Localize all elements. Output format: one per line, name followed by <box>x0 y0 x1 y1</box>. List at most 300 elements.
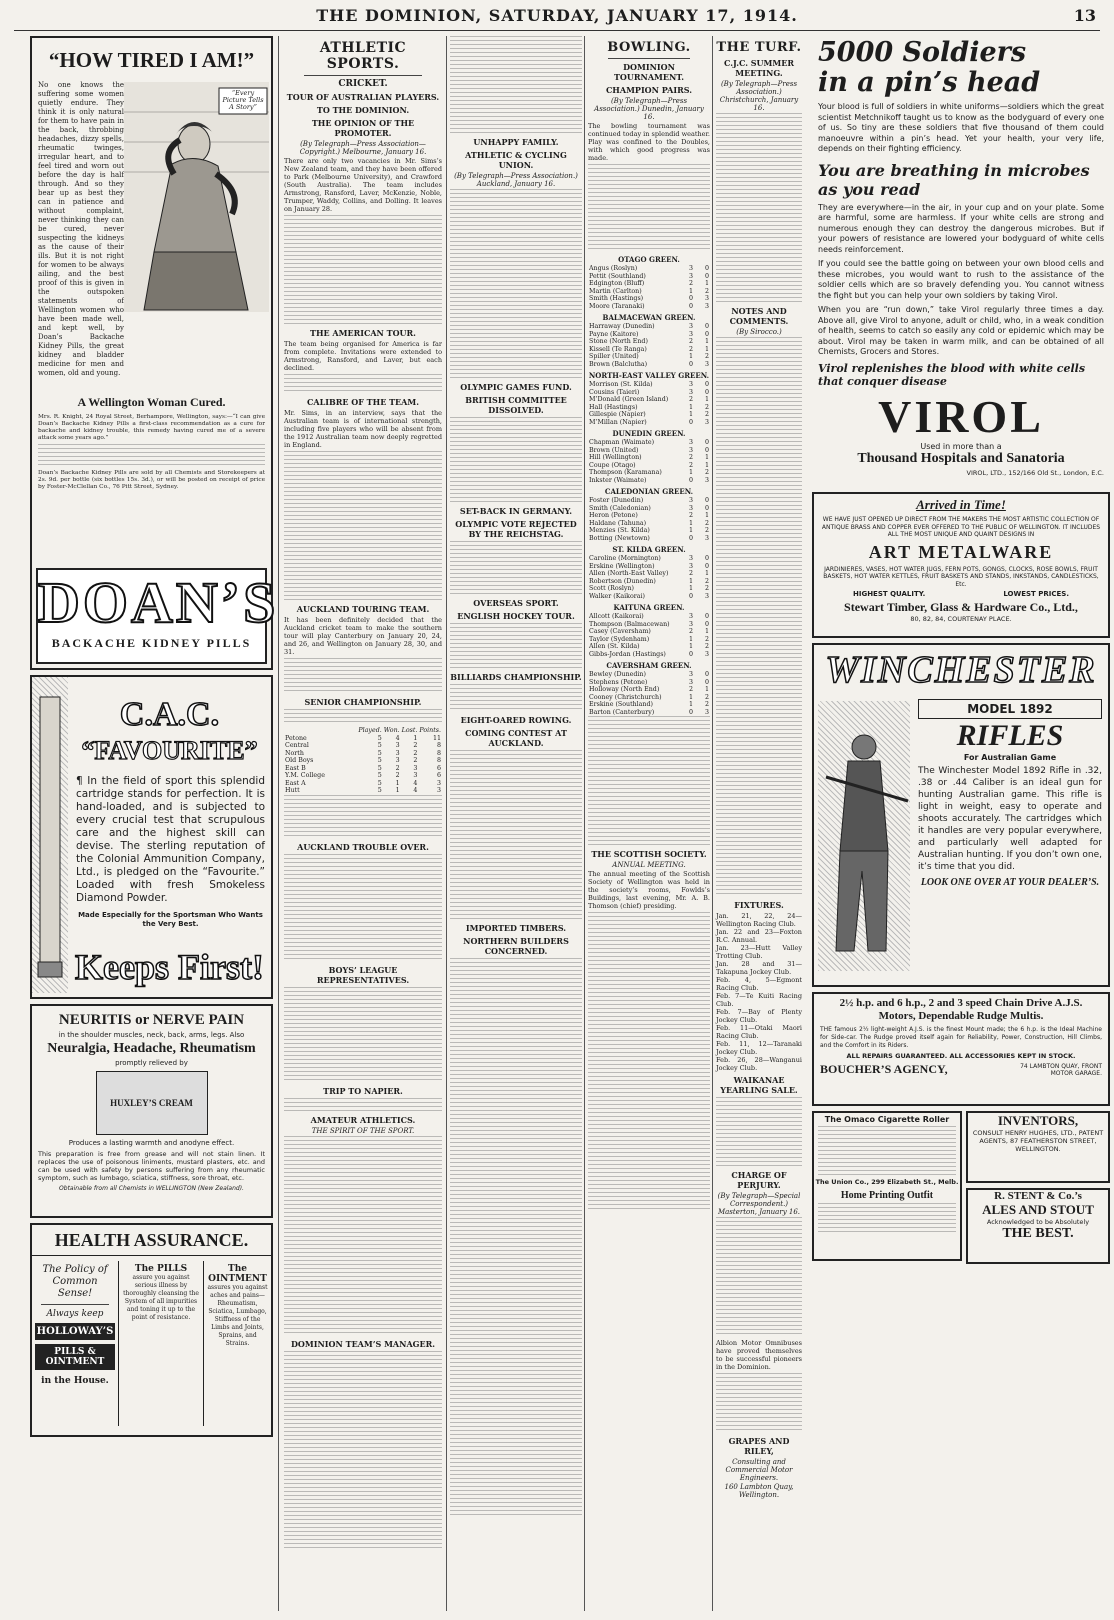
table-cell: 0 <box>704 388 709 396</box>
table-row <box>588 621 710 629</box>
article-paragraph: Mr. Sims, in an interview, says that the Australian team is of international strength, including five players who will be absent from the 1912 Australian team now deeply regretted in England. <box>284 409 442 449</box>
neuritis-small: Obtainable from all Chemists in WELLINGTON (New Zealand). <box>59 1185 244 1192</box>
table-cell: 2 <box>395 772 400 779</box>
table-cell: 0 <box>688 592 693 600</box>
table-row <box>588 593 710 601</box>
article-text-lines <box>284 1136 442 1336</box>
table-cell: 5 <box>377 734 382 742</box>
table-cell: 1 <box>704 280 709 287</box>
senior-championship-head: SENIOR CHAMPIONSHIP. <box>304 697 422 707</box>
table-cell: 2 <box>688 686 693 693</box>
fixtures-list <box>716 912 802 1072</box>
virol-headline-1: 5000 Soldiers <box>818 37 1027 68</box>
article-text-lines <box>450 623 582 669</box>
rudge-advertisement <box>812 992 1110 1106</box>
health-title: HEALTH ASSURANCE. <box>32 1230 271 1256</box>
rudge-body: THE famous 2½ light-weight A.J.S. is the finest Mount made; the 6 h.p. is the Ideal Machine for Side-car. The Rudge proved itself again for Reliability, Power, Construction, Hill Climbs, and the Comfort in its Riders. <box>820 1026 1102 1049</box>
health-policy: The Policy of Common Sense! <box>42 1264 108 1299</box>
table-cell: 1 <box>704 512 709 519</box>
article-text-lines <box>588 164 710 252</box>
stent-product: ALES AND STOUT <box>982 1202 1094 1217</box>
table-cell: 1 <box>688 469 693 476</box>
table-cell: Smith (Hastings) <box>589 295 644 302</box>
holloways-advertisement <box>30 1223 273 1437</box>
table-cell: 1 <box>704 338 709 345</box>
table-cell: Haldane (Tahuna) <box>589 519 647 527</box>
rudge-repairs: ALL REPAIRS GUARANTEED. ALL ACCESSORIES KEPT IN STOCK. <box>846 1052 1076 1060</box>
auckland-touring-head: AUCKLAND TOURING TEAM. <box>296 604 430 614</box>
byline: (By Telegraph—Press Association.) Dunedin, January 16. <box>594 97 704 121</box>
table-cell: 0 <box>704 678 709 686</box>
table-cell: 3 <box>413 764 418 772</box>
winchester-sub: For Australian Game <box>963 753 1057 762</box>
table-cell: 4 <box>395 734 400 742</box>
fixture-item: Feb. 11—Otaki Maori Racing Club. <box>716 1024 802 1040</box>
calibre-head: CALIBRE OF THE TEAM. <box>307 397 419 407</box>
table-header-cell: Points. <box>419 727 441 734</box>
table-cell: 1 <box>688 411 693 418</box>
grapes-address: 160 Lambton Quay, Wellington. <box>724 1483 794 1499</box>
table-cell: 0 <box>688 650 693 658</box>
table-cell: 2 <box>413 749 418 757</box>
cricket-head: CRICKET. <box>338 79 388 89</box>
table-cell: East A <box>285 779 306 787</box>
table-cell: Martin (Carlton) <box>589 287 642 295</box>
table-row <box>588 273 710 281</box>
table-cell: 3 <box>395 749 400 757</box>
table-row <box>588 331 710 339</box>
table-row <box>588 535 710 543</box>
waikanae-head: WAIKANAE YEARLING SALE. <box>720 1075 798 1095</box>
table-cell: 0 <box>704 620 709 628</box>
table-cell: 4 <box>413 787 418 794</box>
table-cell: 1 <box>704 396 709 403</box>
green-heading: NORTH-EAST VALLEY GREEN. <box>588 371 710 380</box>
winchester-advertisement <box>812 643 1110 987</box>
column-6-ads <box>812 36 1110 1611</box>
table-row <box>588 346 710 354</box>
column-divider <box>446 36 447 1611</box>
table-cell: 1 <box>688 353 693 360</box>
table-cell: Erskine (Southland) <box>589 701 653 708</box>
table-cell: 2 <box>704 411 709 418</box>
table-cell: 2 <box>688 461 693 469</box>
table-cell: 0 <box>688 708 693 716</box>
unhappy-family-head: UNHAPPY FAMILY. <box>473 137 559 147</box>
overseas-head: OVERSEAS SPORT. <box>473 598 559 608</box>
inventors-title: INVENTORS, <box>997 1113 1079 1128</box>
table-cell: 3 <box>704 534 709 542</box>
virol-address: VIROL, LTD., 152/166 Old St., London, E.C. <box>966 468 1104 477</box>
column-divider <box>712 36 713 1611</box>
table-cell: 3 <box>688 272 693 280</box>
fixture-item: Jan. 23—Hutt Valley Trotting Club. <box>716 944 802 960</box>
table-row <box>284 735 442 743</box>
table-cell: Caroline (Mornington) <box>589 555 661 562</box>
table-cell: 1 <box>688 701 693 708</box>
table-cell: Spiller (United) <box>589 353 639 360</box>
green-heading: CAVERSHAM GREEN. <box>606 661 692 670</box>
table-row <box>588 469 710 477</box>
spirit-head: THE SPIRIT OF THE SPORT. <box>311 1126 415 1135</box>
neuritis-product: HUXLEY’S CREAM <box>110 1098 193 1108</box>
table-cell: 2 <box>704 527 709 534</box>
table-cell: 2 <box>704 469 709 476</box>
omaco-title: The Omaco Cigarette Roller <box>824 1115 950 1124</box>
table-cell: Coupe (Otago) <box>589 461 636 469</box>
athletic-union-head: ATHLETIC & CYCLING UNION. <box>465 150 567 170</box>
stent-advertisement <box>966 1188 1110 1264</box>
table-cell: 3 <box>688 323 693 330</box>
article-text-lines <box>716 1217 802 1337</box>
article-paragraph: The bowling tournament was continued today in splendid weather. Play was confined to the Doubles, with which good progress was made. <box>588 122 710 162</box>
table-cell: Stone (North End) <box>589 338 648 345</box>
table-row <box>588 628 710 636</box>
article-text-lines <box>716 1097 802 1167</box>
health-pills-title: The PILLS <box>134 1264 188 1274</box>
article-text-lines <box>284 1351 442 1551</box>
table-cell: 3 <box>688 265 693 272</box>
boucher-address: 74 LAMBTON QUAY, FRONT MOTOR GARAGE. <box>1020 1062 1102 1077</box>
table-cell: Gibbs-Jordan (Hastings) <box>589 650 666 658</box>
ad-text-lines <box>818 1203 956 1233</box>
hunter-illustration <box>818 701 910 971</box>
table-cell: 3 <box>688 330 693 338</box>
green-results-table <box>588 671 710 716</box>
cjc-head: C.J.C. SUMMER MEETING. <box>724 58 794 78</box>
table-cell: 2 <box>688 570 693 577</box>
dominion-manager-head: DOMINION TEAM’S MANAGER. <box>290 1338 436 1349</box>
perjury-head: CHARGE OF PERJURY. <box>731 1170 787 1190</box>
table-cell: Central <box>285 742 309 749</box>
arrived-head: Arrived in Time! <box>916 497 1006 512</box>
table-cell: 1 <box>688 287 693 295</box>
table-cell: 0 <box>704 272 709 280</box>
turf-section-head: THE TURF. <box>716 40 802 55</box>
table-row <box>588 389 710 397</box>
virol-paragraph-1: Your blood is full of soldiers in white uniforms—soldiers which the great scientist Metchnikoff taught us to know as the bodyguard of every one of us. So tiny are these soldiers that five thousand of them could manoeuvre within a pin’s head. Yet your health, your very life, depends on their fighting efficiency. <box>818 102 1104 153</box>
doans-logo-panel <box>36 568 279 664</box>
cac-title: C.A.C. <box>119 696 220 733</box>
article-text-lines <box>450 684 582 712</box>
cac-slogan: Keeps First! <box>75 947 264 987</box>
table-cell: 1 <box>688 635 693 643</box>
table-cell: 2 <box>688 454 693 461</box>
table-cell: Scott (Roslyn) <box>589 585 634 592</box>
table-cell: 3 <box>704 302 709 310</box>
rudge-title: 2½ h.p. and 6 h.p., 2 and 3 speed Chain Drive A.J.S. Motors, Dependable Rudge Multis. <box>839 997 1083 1022</box>
table-cell: Pettit (Southland) <box>589 272 646 280</box>
to-dominion-head: TO THE DOMINION. <box>316 105 410 115</box>
table-cell: Bewley (Dunedin) <box>589 671 646 678</box>
trip-head: TRIP TO NAPIER. <box>323 1085 403 1096</box>
table-row <box>284 750 442 758</box>
article-text-lines <box>716 113 802 303</box>
table-cell: Stephens (Petone) <box>589 678 648 686</box>
article-text-lines <box>450 750 582 920</box>
masthead-title: THE DOMINION, SATURDAY, JANUARY 17, 1914. <box>316 6 798 25</box>
column-2-athletic <box>284 36 442 1611</box>
hunter-icon <box>818 701 910 971</box>
table-cell: 5 <box>377 787 382 794</box>
table-cell: 2 <box>413 742 418 749</box>
article-text-lines <box>284 987 442 1083</box>
table-cell: 8 <box>436 757 441 764</box>
health-always: Always keep <box>46 1309 104 1319</box>
fixture-item: Feb. 7—Bay of Plenty Jockey Club. <box>716 1008 802 1024</box>
green-results-table <box>588 497 710 542</box>
table-cell: 2 <box>704 635 709 643</box>
table-cell: 1 <box>704 345 709 353</box>
virol-headline-2: in a pin’s head <box>818 67 1041 98</box>
right-small-ads <box>966 1111 1110 1261</box>
art-list: JARDINIERES, VASES, HOT WATER JUGS, FERN POTS, GONGS, CLOCKS, ROSE BOWLS, FRUIT BASKETS, HOT WATER KETTLES, FRUIT BASKETS AND STANDS, INKSTANDS, CANDLESTICKS, Etc. <box>823 565 1099 588</box>
table-cell: 1 <box>704 454 709 461</box>
art-price: LOWEST PRICES. <box>1003 590 1069 598</box>
table-cell: 1 <box>688 577 693 585</box>
table-cell: M’Millan (Napier) <box>589 418 647 426</box>
table-cell: 1 <box>395 787 400 794</box>
table-cell: 0 <box>688 295 693 302</box>
table-cell: Brown (United) <box>589 446 639 454</box>
table-cell: Payne (Kaitore) <box>589 330 639 338</box>
table-cell: 2 <box>688 280 693 287</box>
table-cell: 1 <box>688 403 693 411</box>
winchester-rifles: RIFLES <box>956 719 1064 752</box>
table-cell: 3 <box>436 787 441 794</box>
table-cell: Moore (Taranaki) <box>589 302 645 310</box>
table-row <box>284 772 442 780</box>
table-row <box>588 505 710 513</box>
table-cell: 2 <box>688 345 693 353</box>
article-text-lines <box>588 716 710 846</box>
table-cell: 0 <box>688 302 693 310</box>
table-cell: 11 <box>432 734 441 742</box>
masthead <box>0 0 1114 34</box>
table-cell: 0 <box>688 418 693 426</box>
testimonial-text-lines <box>38 444 265 468</box>
table-cell: Gillespie (Napier) <box>589 411 646 418</box>
table-row <box>588 709 710 717</box>
table-cell: 0 <box>704 562 709 570</box>
virol-brand: VIROL <box>878 390 1044 442</box>
table-cell: Inkster (Waimate) <box>589 476 647 484</box>
health-pills-body: assure you against serious illness by thoroughly cleansing the System of all impurities and toning it up to the point of resistance. <box>123 1274 199 1321</box>
bowling-section-head: BOWLING. <box>607 40 691 55</box>
table-cell: 2 <box>704 287 709 295</box>
arrived-sub: WE HAVE JUST OPENED UP DIRECT FROM THE MAKERS THE MOST ARTISTIC COLLECTION OF ANTIQUE BRASS AND COPPER EVER OFFERED TO THE PUBLIC OF WELLINGTON. IT INCLUDES ALL THE MOST UNIQUE AND QUAINT DESIGNS IN <box>821 516 1101 538</box>
green-results-table <box>588 381 710 426</box>
table-row <box>588 694 710 702</box>
table-cell: 0 <box>688 534 693 542</box>
doans-footer: Doan’s Backache Kidney Pills are sold by all Chemists and Storekeepers at 2s. 9d. per bottle (six bottles 15s. 3d.), or will be posted on receipt of price by Foster-McClellan Co., 76 Pitt Street, Sydney. <box>38 470 265 490</box>
page-number: 13 <box>1073 6 1096 25</box>
table-header-cell: Lost. <box>401 727 418 734</box>
table-cell: 3 <box>688 388 693 396</box>
doans-brand-sub: BACKACHE KIDNEY PILLS <box>51 636 252 650</box>
table-cell: 1 <box>688 693 693 701</box>
neuritis-title2: Neuralgia, Headache, Rheumatism <box>47 1041 256 1056</box>
virol-hospitals: Thousand Hospitals and Sanatoria <box>857 450 1065 466</box>
virol-paragraph-2: They are everywhere—in the air, in your cup and on your plate. Some are harmful, some are harmless. If your white cells are strong and numerous enough they can destroy the dangerous microbes. But if your powers of resistance are lowered your bodyguard of white cells needs reinforcement. <box>818 202 1104 254</box>
table-row <box>588 527 710 535</box>
table-row <box>588 303 710 311</box>
olympic-sub-head: BRITISH COMMITTEE DISSOLVED. <box>465 395 567 415</box>
boucher-row <box>820 1062 1102 1077</box>
table-cell: 3 <box>413 772 418 779</box>
table-row <box>284 757 442 765</box>
cream-jar-illustration <box>96 1071 208 1135</box>
fixture-item: Feb. 26, 28—Wanganui Jockey Club. <box>716 1056 802 1072</box>
table-cell: Menzies (St. Kilda) <box>589 527 650 534</box>
table-cell: 2 <box>395 764 400 772</box>
art-metalware-head: ART METALWARE <box>868 541 1054 562</box>
table-cell: 0 <box>704 330 709 338</box>
table-cell: 3 <box>688 555 693 562</box>
table-cell: 0 <box>704 381 709 388</box>
table-header-cell <box>284 727 357 735</box>
table-cell: Thompson (Balmacewan) <box>589 620 670 628</box>
article-text-lines <box>450 189 582 379</box>
health-oint-body: assures you against aches and pains—Rheumatism, Sciatica, Lumbago, Stiffness of the Limbs and Joints, Sprains, and Strains. <box>207 1284 268 1347</box>
table-cell: 4 <box>413 779 418 787</box>
column-4-bowling <box>588 36 710 1611</box>
table-cell: 3 <box>688 613 693 620</box>
table-cell: 6 <box>436 772 441 779</box>
health-brand: HOLLOWAY’S <box>35 1323 115 1340</box>
table-row <box>588 462 710 470</box>
table-cell: 2 <box>704 701 709 708</box>
table-row <box>588 613 710 621</box>
table-cell: Petone <box>285 734 307 742</box>
table-cell: 2 <box>413 757 418 764</box>
neuritis-title: NEURITIS or NERVE PAIN <box>58 1012 245 1028</box>
table-row <box>588 295 710 303</box>
tour-head: TOUR OF AUSTRALIAN PLAYERS. <box>286 92 440 102</box>
virol-slogan: Virol replenishes the blood with white cells that conquer disease <box>818 361 1086 388</box>
stent-name: R. STENT & Co.’s <box>994 1190 1082 1202</box>
annual-head: ANNUAL MEETING. <box>612 861 686 869</box>
article-text-lines <box>450 417 582 503</box>
column-5-turf <box>716 36 802 1611</box>
table-row <box>588 288 710 296</box>
column-3-sport <box>450 36 582 1611</box>
table-cell: East B <box>285 764 306 772</box>
table-cell: 2 <box>704 577 709 585</box>
health-pills <box>119 1261 204 1426</box>
table-row <box>284 742 442 750</box>
table-cell: 0 <box>704 446 709 454</box>
table-row <box>588 353 710 361</box>
stewart-address: 80, 82, 84, COURTENAY PLACE. <box>910 615 1012 623</box>
article-text-lines <box>284 658 442 694</box>
table-cell: Angus (Roslyn) <box>589 265 638 272</box>
fixture-item: Jan. 28 and 31—Takapuna Jockey Club. <box>716 960 802 976</box>
masthead-rule <box>14 30 1100 31</box>
table-cell: 3 <box>688 671 693 678</box>
olympic-head: OLYMPIC GAMES FUND. <box>460 382 572 392</box>
table-row <box>588 679 710 687</box>
art-quality: HIGHEST QUALITY. <box>852 590 926 598</box>
table-cell: 2 <box>688 512 693 519</box>
inventors-sub: CONSULT HENRY HUGHES, LTD., PATENT AGENTS, 87 FEATHERSTON STREET, WELLINGTON. <box>972 1129 1104 1153</box>
doans-intro: No one knows the suffering some women quietly endure. They think it is only natural for them to have pain in the back, throbbing headaches, dizzy spells, rheumatic twinges, irregular heart, and to feel tired and worn out before the day is half through. And so they bear up as best they can in patience and without complaint, never thinking they can be cured, never suspecting the kidneys as the cause of their ills. But it is not right for women to be always ailing, and the best proof of this is given in the outspoken statements of Wellington women who have been made well, and kept well, by Doan’s Backache Kidney Pills, the great kidney and bladder medicine for men and women, old and young. <box>38 81 124 377</box>
table-cell: 5 <box>377 764 382 772</box>
doans-brand: DOAN’S <box>38 570 279 635</box>
doans-subhead: A Wellington Woman Cured. <box>77 395 226 409</box>
table-cell: Robertson (Dunedin) <box>589 577 656 585</box>
article-text-lines <box>716 1373 802 1433</box>
table-cell: North <box>285 749 304 757</box>
winchester-brand: WINCHESTER <box>825 649 1097 691</box>
notes-by: (By Sirocco.) <box>736 328 782 336</box>
table-cell: 3 <box>704 592 709 600</box>
article-paragraph: The annual meeting of the Scottish Society of Wellington was held in the society’s rooms, Fowlds’s Buildings, last evening, Mr. A. B. Thomson (chief) presiding. <box>588 870 710 910</box>
table-cell: 3 <box>704 295 709 302</box>
byline: (By Telegraph—Press Association—Copyright.) Melbourne, January 16. <box>299 140 427 156</box>
amateur-head: AMATEUR ATHLETICS. <box>310 1114 416 1125</box>
table-row <box>588 671 710 679</box>
table-cell: 2 <box>688 396 693 403</box>
virol-paragraph-4: When you are “run down,” take Virol regularly three times a day. Above all, give Virol to anyone, adult or child, who, in a weak condition of health, seems to catch so easily any cold or epidemic which may be about. Virol may be taken in warm milk, and can be obtained of all Chemists, Grocers and Stores. <box>818 305 1104 356</box>
neuritis-sub1: in the shoulder muscles, neck, back, arms, legs. Also <box>58 1031 245 1039</box>
american-tour-head: THE AMERICAN TOUR. <box>310 328 416 338</box>
table-cell: Foster (Dunedin) <box>589 497 644 504</box>
table-cell: 1 <box>704 570 709 577</box>
art-metalware-advertisement <box>812 492 1110 638</box>
table-cell: Casey (Caversham) <box>589 628 651 635</box>
union-address: The Union Co., 299 Elizabeth St., Melb. <box>815 1178 959 1186</box>
table-cell: Walker (Kaikorai) <box>589 592 646 600</box>
albion-paragraph: Albion Motor Omnibuses have proved themselves to be successful pioneers in the Dominion. <box>716 1339 802 1371</box>
boucher-name: BOUCHER’S AGENCY, <box>820 1062 948 1076</box>
table-row <box>284 780 442 788</box>
table-row <box>588 686 710 694</box>
table-cell: Barton (Canterbury) <box>589 708 655 716</box>
grapes-name: GRAPES AND RILEY, <box>728 1436 790 1456</box>
table-row <box>588 651 710 659</box>
table-cell: 3 <box>688 504 693 512</box>
table-cell: Botting (Newtown) <box>589 534 650 542</box>
table-cell: 3 <box>704 650 709 658</box>
table-row <box>588 439 710 447</box>
table-row <box>588 701 710 709</box>
art-quality-row <box>814 590 1108 598</box>
table-row <box>588 338 710 346</box>
table-cell: Morrison (St. Kilda) <box>589 381 653 388</box>
article-text-lines <box>284 854 442 962</box>
doans-testimonial: Mrs. R. Knight, 24 Royal Street, Berhampore, Wellington, says:—“I can give Doan’s Backache Kidney Pills a first-class recommendation as a cure for backache and kidney trouble, this remedy having cured me of a severe attack some years ago.” <box>38 414 265 441</box>
health-oint-title: The OINTMENT <box>208 1264 267 1284</box>
table-cell: 3 <box>704 360 709 368</box>
health-house: in the House. <box>41 1376 109 1386</box>
health-ointment <box>204 1261 271 1426</box>
table-cell: 3 <box>688 497 693 504</box>
table-cell: Erskine (Wellington) <box>589 562 655 570</box>
article-text-lines <box>450 36 582 134</box>
cartridge-illustration <box>32 677 68 993</box>
table-cell: 1 <box>704 628 709 635</box>
woman-figure-icon <box>124 82 269 312</box>
table-cell: M’Donald (Green Island) <box>589 396 669 403</box>
table-cell: Thompson (Karamana) <box>589 469 662 476</box>
table-cell: 0 <box>688 360 693 368</box>
table-cell: 1 <box>413 734 418 742</box>
scottish-head: THE SCOTTISH SOCIETY. <box>591 849 707 859</box>
ad-text-lines <box>818 1126 956 1176</box>
table-cell: Smith (Caledonian) <box>589 504 651 512</box>
virol-used: Used in more than a <box>920 441 1002 451</box>
